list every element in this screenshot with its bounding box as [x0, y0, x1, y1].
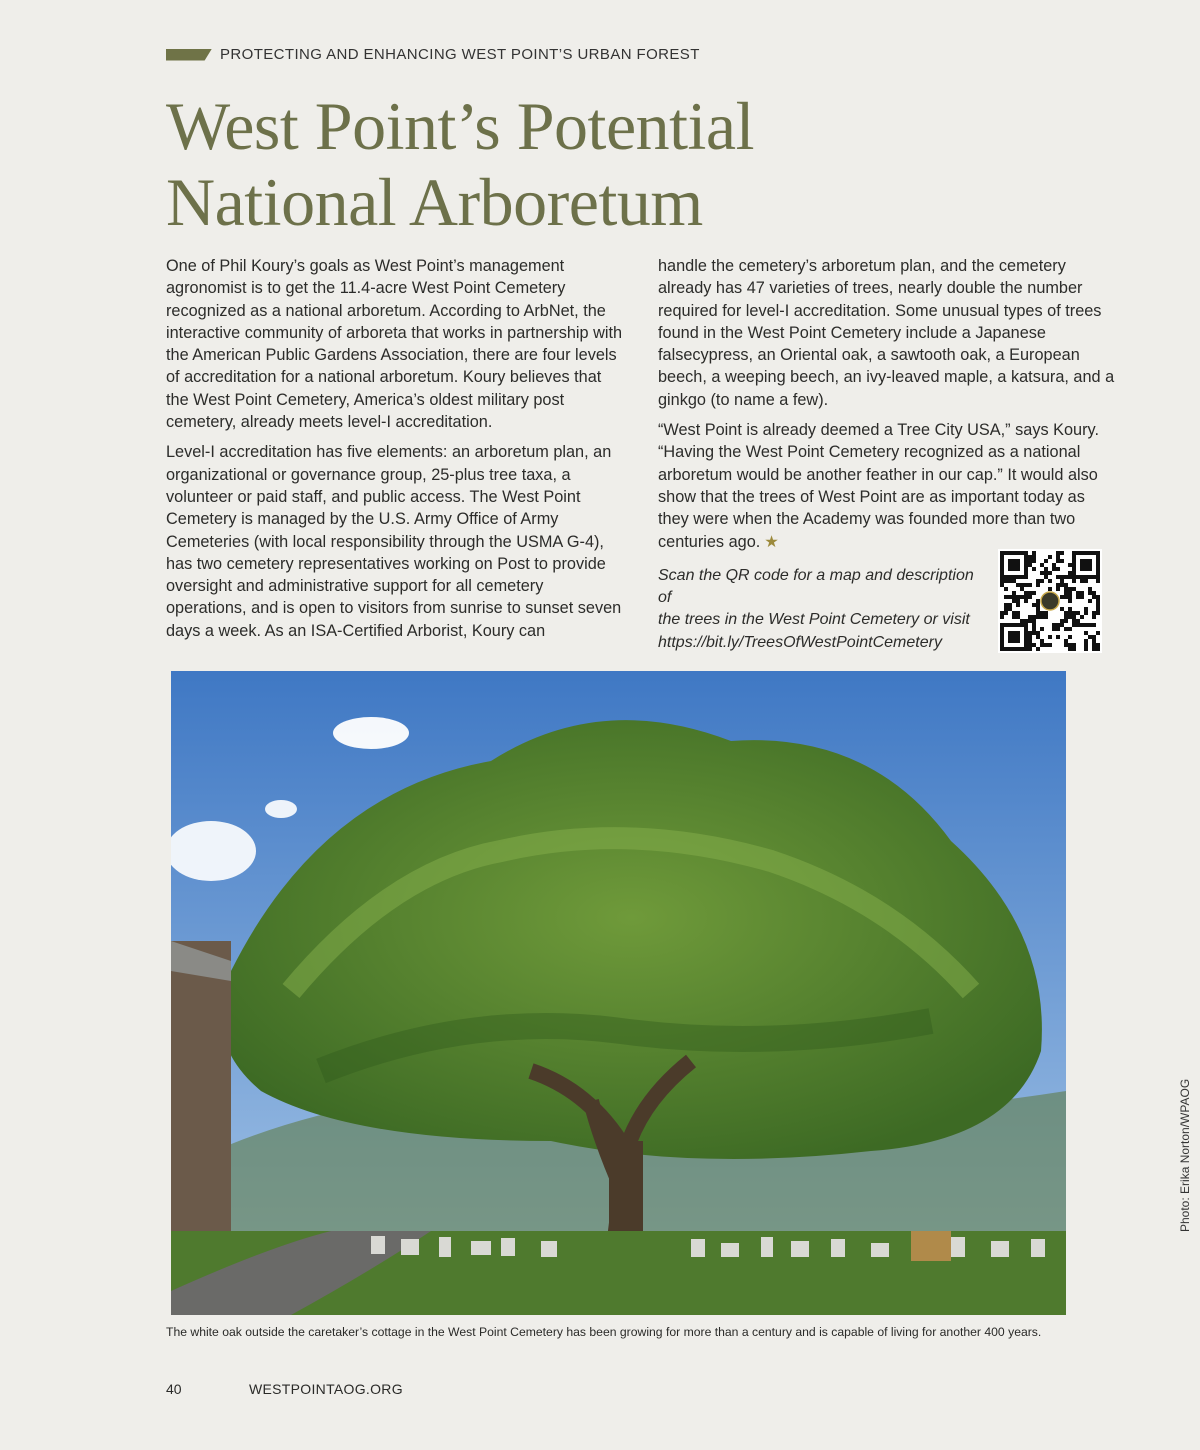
photo-illustration [171, 671, 1066, 1315]
page-number: 40 [166, 1381, 182, 1397]
footer-website[interactable]: WESTPOINTAOG.ORG [249, 1381, 403, 1397]
qr-caption-line: Scan the QR code for a map and description of [658, 566, 974, 607]
paragraph: handle the cemetery’s arboretum plan, and the cemetery already has 47 varieties of trees, nearly double the number required for level-I accreditation. Some unusual types of trees found in the West Point Cemetery include a Japanese falsecypress, an Oriental oak, a sawtooth oak, a European beech, a weeping beech, an ivy-leaved maple, a katsura, and a ginkgo (to name a few). [658, 257, 1115, 409]
qr-code[interactable] [998, 549, 1102, 653]
photo-credit: Photo: Erika Norton/WPAOG [1178, 1078, 1192, 1232]
paragraph: One of Phil Koury’s goals as West Point’s management agronomist is to get the 11.4-acre West Point Cemetery recognized as a national arboretum. According to ArbNet, the interactive community of arboreta that works in partnership with the American Public Gardens Association, there are four levels of accreditation for a national arboretum. Koury believes that the West Point Cemetery, America’s oldest military post cemetery, already meets level-I accreditation. [166, 257, 623, 432]
section-kicker [166, 46, 700, 63]
qr-section [658, 561, 1120, 654]
body-column-left [166, 255, 628, 650]
body-column-right [658, 255, 1120, 654]
paragraph: Level-I accreditation has five elements: an arboretum plan, an organizational or governance group, 25-plus tree taxa, a volunteer or paid staff, and public access. The West Point Cemetery is managed by the U.S. Army Office of Army Cemeteries (with local responsibility through the USMA G-4), has two cemetery representatives working on Post to provide oversight and administrative support for all cemetery operations, and is open to visitors from sunrise to sunset seven days a week. As an ISA-Certified Arborist, Koury can [166, 443, 622, 640]
title-line-2: National Arboretum [166, 164, 703, 240]
page-title [166, 88, 754, 240]
title-line-1: West Point’s Potential [166, 88, 754, 164]
qr-caption [658, 565, 988, 654]
kicker-accent-bar [166, 49, 212, 61]
qr-code-graphic [1000, 551, 1100, 651]
kicker-text: PROTECTING AND ENHANCING WEST POINT’S URBAN FOREST [220, 46, 700, 63]
photo-caption: The white oak outside the caretaker’s cottage in the West Point Cemetery has been growing for more than a century and is capable of living for another 400 years. [166, 1325, 1042, 1339]
paragraph-text: “West Point is already deemed a Tree City USA,” says Koury. “Having the West Point Cemetery recognized as a national arboretum would be another feather in our cap.” It would also show that the trees of West Point are as important today as they were when the Academy was founded more than two centuries ago. [658, 421, 1099, 551]
end-star-icon: ★ [764, 532, 779, 551]
cemetery-oak-photo [171, 671, 1066, 1315]
paragraph [658, 419, 1120, 553]
qr-caption-url[interactable]: https://bit.ly/TreesOfWestPointCemetery [658, 633, 942, 651]
qr-caption-line: the trees in the West Point Cemetery or visit [658, 611, 970, 629]
